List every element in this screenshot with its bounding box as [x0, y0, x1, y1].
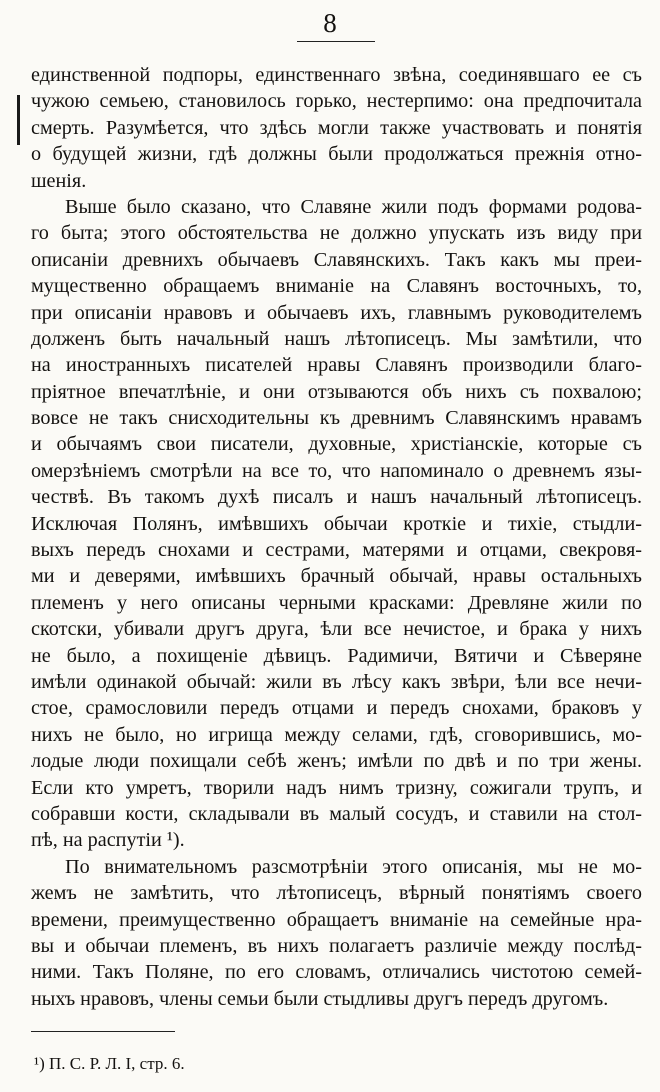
paragraph — [31, 854, 642, 1012]
text-line: скотски, убивали другъ друга, ѣли все нечистое, и брака у нихъ — [31, 618, 642, 641]
text-line: описаніи древнихъ обычаевъ Славянскихъ. Такъ какъ мы преи- — [31, 248, 642, 271]
text-line: Если кто умретъ, творили надъ нимъ тризну, сожигали трупъ, и — [31, 776, 642, 799]
page-number-rule — [297, 41, 375, 42]
text-line: пѣ, на распутіи ¹). — [31, 829, 185, 852]
margin-mark — [17, 95, 20, 145]
page-number: 8 — [323, 8, 337, 38]
paragraph — [31, 62, 642, 194]
text-line: пріятное впечатлѣніе, и они отзываются объ нихъ съ похвалою; — [31, 380, 642, 403]
text-line: ми и деверями, имѣвшихъ брачный обычай, нравы остальныхъ — [31, 565, 642, 588]
text-line: омерзѣніемъ смотрѣли на все то, что напоминало о древнемъ язы- — [31, 459, 642, 482]
text-line: чествѣ. Въ такомъ духѣ писалъ и нашъ начальный лѣтописецъ. — [31, 486, 642, 509]
text-line: нихъ не было, но игрища между селами, гдѣ, сговорившись, мо- — [31, 723, 642, 746]
body-text — [31, 62, 642, 1012]
text-line: выхъ передъ снохами и сестрами, матерями и отцами, свекровя- — [31, 539, 642, 562]
text-line: По внимательномъ разсмотрѣніи этого описанія, мы не мо- — [65, 855, 642, 878]
text-line: стое, срамословили передъ отцами и передъ снохами, браковъ у — [31, 697, 642, 720]
text-line: ними. Такъ Поляне, по его словамъ, отличались чистотою семей- — [31, 961, 642, 984]
text-line: жемъ не замѣтить, что лѣтописецъ, вѣрный понятіямъ своего — [31, 882, 642, 905]
text-line: шенія. — [31, 169, 87, 192]
text-line: собравши кости, складывали въ малый сосудъ, и ставили на стол- — [31, 802, 642, 825]
text-line: при описаніи нравовъ и обычаевъ ихъ, главнымъ руководителемъ — [31, 301, 642, 324]
text-line: имѣли одинакой обычай: жили въ лѣсу какъ звѣри, ѣли все нечи- — [31, 670, 642, 693]
text-line: не было, а похищеніе дѣвицъ. Радимичи, Вятичи и Сѣверяне — [31, 644, 642, 667]
text-line: лодые люди похищали себѣ женъ; имѣли по двѣ и по три жены. — [31, 750, 642, 773]
text-line: ныхъ нравовъ, члены семьи были стыдливы другъ передъ другомъ. — [31, 987, 609, 1010]
text-line: вовсе не такъ снисходительны къ древнимъ Славянскимъ нравамъ — [31, 407, 642, 430]
text-line: о будущей жизни, гдѣ должны были продолжаться прежнія отно- — [31, 143, 642, 166]
text-line: племенъ у него описаны черными красками: Древляне жили по — [31, 591, 642, 614]
text-line: Выше было сказано, что Славяне жили подъ формами родова- — [65, 195, 642, 218]
text-line: долженъ быть начальный нашъ лѣтописецъ. Мы замѣтили, что — [31, 327, 642, 350]
paragraph — [31, 194, 642, 854]
footnote: ¹) П. С. Р. Л. I, стр. 6. — [34, 1054, 185, 1073]
text-line: и обычаямъ свои писатели, духовные, христіанскіе, которые съ — [31, 433, 642, 456]
text-line: го быта; этого обстоятельства не должно упускать изъ виду при — [31, 222, 642, 245]
text-line: Исключая Полянъ, имѣвшихъ обычаи кроткіе и тихіе, стыдли- — [31, 512, 642, 535]
text-line: вы и обычаи племенъ, въ нихъ полагаетъ различіе между послѣд- — [31, 934, 642, 957]
text-line: смерть. Разумѣется, что здѣсь могли также участвовать и понятія — [31, 116, 642, 139]
text-line: чужою семьею, становилось горько, нестерпимо: она предпочитала — [31, 90, 642, 113]
text-line: единственной подпоры, единственнаго звѣна, соединявшаго ее съ — [31, 64, 642, 86]
text-line: мущественно обращаемъ вниманіе на Славянъ восточныхъ, то, — [31, 275, 642, 298]
text-line: на иностранныхъ писателей нравы Славянъ производили благо- — [31, 354, 642, 377]
text-line: времени, преимущественно обращаетъ вниманіе на семейные нра- — [31, 908, 642, 931]
footnote-rule — [31, 1031, 175, 1032]
